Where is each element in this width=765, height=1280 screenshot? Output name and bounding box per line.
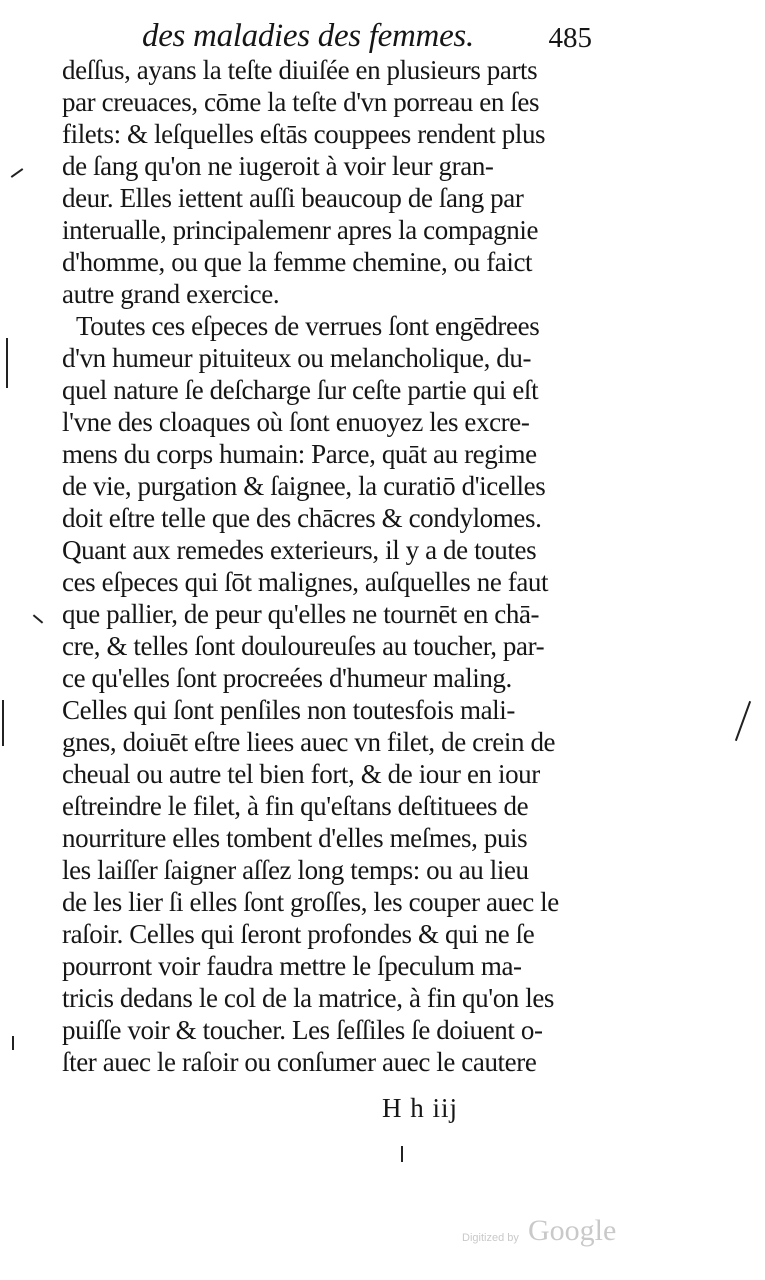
- text-line: l'vne des cloaques où ſont enuoyez les excre-: [62, 407, 530, 437]
- text-line: que pallier, de peur qu'elles ne tournēt en chā-: [62, 599, 540, 629]
- text-line: mens du corps humain: Parce, quāt au regime: [62, 439, 537, 469]
- text-line: de vie, purgation & ſaignee, la curatiō d'icelles: [62, 471, 546, 501]
- text-line: nourriture elles tombent d'elles meſmes, puis: [62, 823, 528, 853]
- text-line: d'vn humeur pituiteux ou melancholique, du-: [62, 343, 532, 373]
- text-line: de ſang qu'on ne iugeroit à voir leur gran-: [62, 151, 494, 181]
- scan-artifact: [2, 700, 4, 746]
- scan-artifact: [401, 1146, 403, 1162]
- watermark-prefix: Digitized by: [462, 1232, 519, 1244]
- text-line: cre, & telles ſont douloureuſes au toucher, par-: [62, 631, 545, 661]
- text-line: ſter auec le raſoir ou conſumer auec le cautere: [62, 1047, 537, 1077]
- text-line: les laiſſer ſaigner aſſez long temps: ou au lieu: [62, 855, 529, 885]
- scan-artifact: [735, 701, 751, 741]
- text-line: quel nature ſe deſcharge ſur ceſte partie qui eſt: [62, 375, 539, 405]
- body-text: [62, 54, 577, 1078]
- text-line: filets: & leſquelles eſtās couppees rendent plus: [62, 119, 546, 149]
- text-line: interualle, principalemenr apres la compagnie: [62, 215, 539, 245]
- text-line: tricis dedans le col de la matrice, à fin qu'on les: [62, 983, 555, 1013]
- text-line: Celles qui ſont penſiles non toutesfois mali-: [62, 695, 515, 725]
- text-line: ces eſpeces qui ſōt malignes, auſquelles ne faut: [62, 567, 549, 597]
- paragraph-start-line: Toutes ces eſpeces de verrues ſont engēdrees: [76, 311, 540, 341]
- text-line: par creuaces, cōme la teſte d'vn porreau en ſes: [62, 87, 540, 117]
- scan-artifact: [12, 1036, 14, 1050]
- page-number: 485: [548, 22, 592, 54]
- text-line: autre grand exercice.: [62, 279, 280, 309]
- text-line: ce qu'elles ſont procreées d'humeur maling.: [62, 663, 512, 693]
- scan-artifact: [33, 614, 43, 623]
- google-logo: Google: [528, 1214, 617, 1247]
- text-line: puiſſe voir & toucher. Les ſeſſiles ſe doiuent o-: [62, 1015, 543, 1045]
- text-line: pourront voir faudra mettre le ſpeculum ma-: [62, 951, 522, 981]
- signature-mark: H h iij: [382, 1093, 459, 1123]
- text-line: raſoir. Celles qui ſeront profondes & qui ne ſe: [62, 919, 535, 949]
- text-line: Quant aux remedes exterieurs, il y a de toutes: [62, 535, 537, 565]
- scan-artifact: [11, 168, 24, 178]
- text-line: deſſus, ayans la teſte diuiſée en plusieurs parts: [62, 55, 538, 85]
- scan-artifact: [6, 338, 8, 388]
- text-line: eſtreindre le filet, à fin qu'eſtans deſtituees de: [62, 791, 529, 821]
- running-title: des maladies des femmes.: [142, 18, 474, 54]
- text-line: d'homme, ou que la femme chemine, ou faict: [62, 247, 533, 277]
- text-line: deur. Elles iettent auſſi beaucoup de ſang par: [62, 183, 524, 213]
- text-line: cheual ou autre tel bien fort, & de iour en iour: [62, 759, 540, 789]
- text-line: doit eſtre telle que des chācres & condylomes.: [62, 503, 542, 533]
- text-line: de les lier ſi elles ſont groſſes, les couper auec le: [62, 887, 559, 917]
- text-line: gnes, doiuēt eſtre liees auec vn filet, de crein de: [62, 727, 556, 757]
- digitization-watermark: [462, 1214, 632, 1254]
